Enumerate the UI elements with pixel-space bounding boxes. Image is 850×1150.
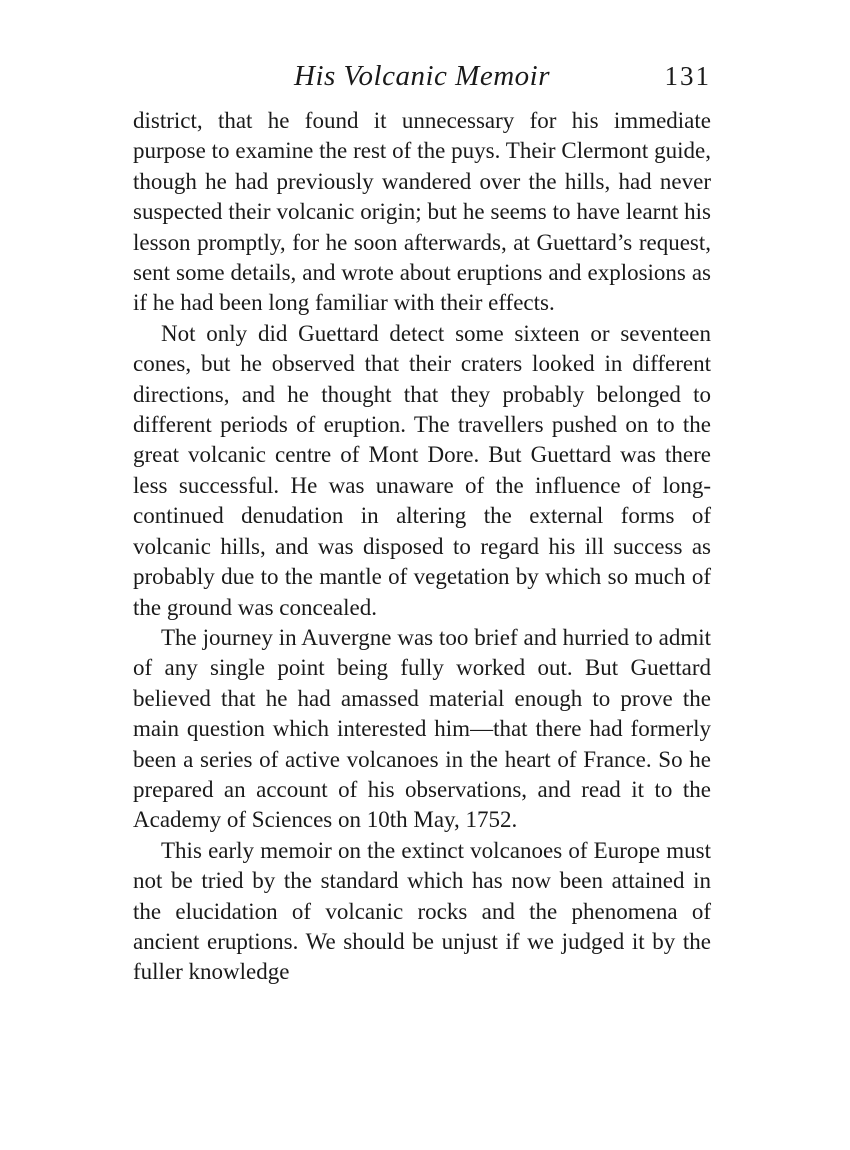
page-number: 131 [664,61,711,91]
paragraph: Not only did Guettard detect some sixteen or seventeen cones, but he observed that their craters looked in different directions, and he thought that they probably belonged to different periods of eruption. The travellers pushed on to the great volcanic centre of Mont Dore. But Guettard was there less successful. He was unaware of the influence of long-continued denudation in altering the external forms of volcanic hills, and was disposed to regard his ill success as probably due to the mantle of vegetation by which so much of the ground was concealed. [133,320,711,620]
running-head [133,58,711,94]
paragraph: district, that he found it unnecessary for his immediate purpose to examine the rest of the puys. Their Clermont guide, though he had previously wandered over the hills, had never suspected their volcanic origin; but he seems to have learnt his lesson promptly, for he soon afterwards, at Guettard’s request, sent some details, and wrote about eruptions and explosions as if he had been long familiar with their effects. [133,108,711,316]
running-title: His Volcanic Memoir [294,60,550,92]
paragraph: This early memoir on the extinct volcanoes of Europe must not be tried by the standard which has now been attained in the elucidation of volcanic rocks and the phenomena of ancient eruptions. We should be unjust if we judged it by the fuller knowledge [133,837,711,985]
paragraph: The journey in Auvergne was too brief and hurried to admit of any single point being fully worked out. But Guettard believed that he had amassed material enough to prove the main question which interested him—that there had formerly been a series of active volcanoes in the heart of France. So he prepared an account of his observations, and read it to the Academy of Sciences on 10th May, 1752. [133,624,711,833]
body-text [133,106,711,988]
